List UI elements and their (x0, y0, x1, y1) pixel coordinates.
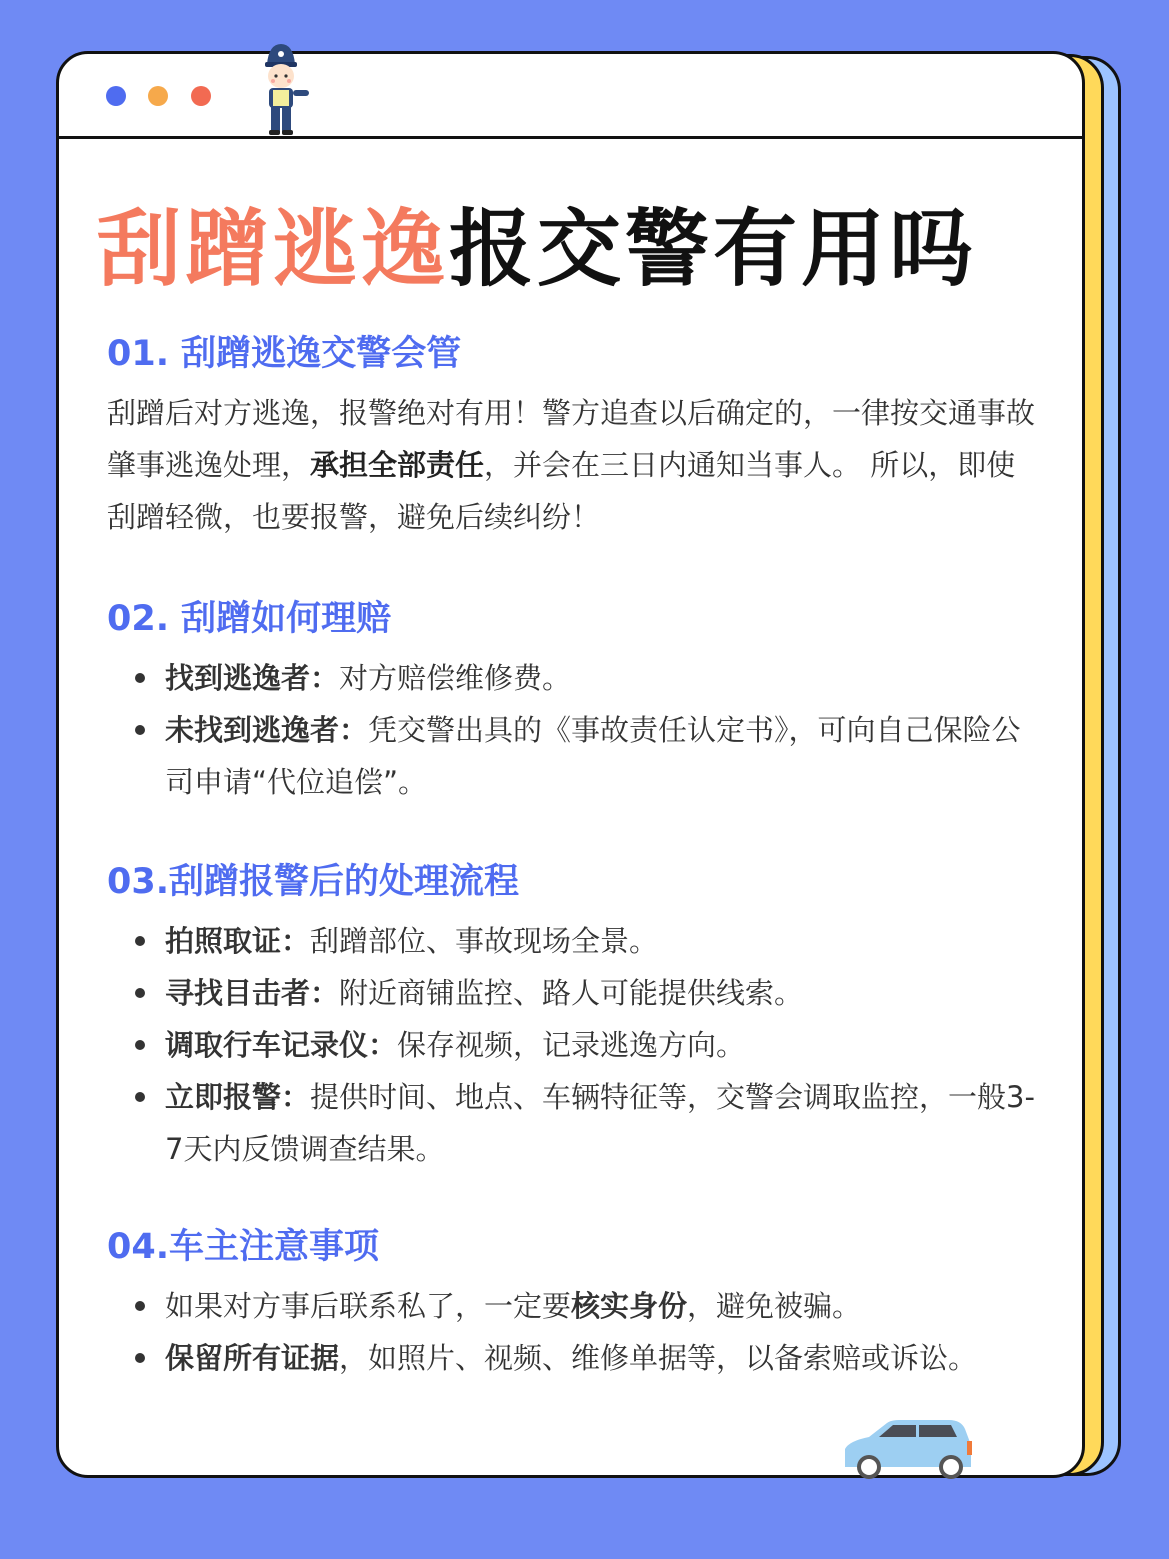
section-1 (107, 329, 1042, 543)
text: 如果对方事后联系私了，一定要 (165, 1289, 572, 1323)
bold-text: 核实身份 (571, 1289, 688, 1323)
bold-text: 未找到逃逸者： (165, 713, 369, 747)
section-paragraph (107, 387, 1042, 543)
bold-text: 调取行车记录仪： (165, 1028, 398, 1062)
bold-text: 保留所有证据 (165, 1341, 340, 1375)
text: ，并会在三日内通知当事人。 所以，即使刮蹭轻微，也要报警，避免后续纠纷！ (107, 448, 1016, 534)
section-4 (107, 1222, 1042, 1384)
window-header (59, 54, 1082, 139)
text: 刮蹭部位、事故现场全景。 (310, 924, 659, 958)
list-item (107, 1019, 1042, 1071)
bullet-list (107, 915, 1042, 1175)
bold-text: 寻找目击者： (165, 976, 340, 1010)
list-item (107, 1071, 1042, 1175)
bold-text: 拍照取证： (165, 924, 311, 958)
window-dot-blue (106, 86, 126, 106)
text: 刮蹭后对方逃逸，报警绝对有用！警方追查以后确定的，一律按交通事故肇事逃逸处理， (107, 396, 1036, 482)
traffic-police-illustration-icon (249, 42, 319, 138)
window-dot-orange (148, 86, 168, 106)
list-item (107, 704, 1042, 808)
bullet-list (107, 652, 1042, 808)
text: 保存视频，记录逃逸方向。 (397, 1028, 746, 1062)
list-item (107, 652, 1042, 704)
title-rest: 报交警有用吗 (449, 200, 978, 298)
window-card (56, 51, 1085, 1478)
page-title (97, 182, 977, 303)
text: 提供时间、地点、车辆特征等，交警会调取监控，一般3-7天内反馈调查结果。 (165, 1080, 1035, 1166)
bullet-list (107, 1280, 1042, 1384)
bold-text: 找到逃逸者： (165, 661, 340, 695)
text: 对方赔偿维修费。 (339, 661, 572, 695)
bold-text: 立即报警： (165, 1080, 311, 1114)
section-heading: 03.刮蹭报警后的处理流程 (107, 862, 520, 902)
car-illustration-icon (839, 1419, 975, 1481)
title-highlight: 刮蹭逃逸 (97, 200, 450, 298)
section-heading: 02. 刮蹭如何理赔 (107, 599, 392, 639)
section-2 (107, 594, 1042, 808)
list-item (107, 967, 1042, 1019)
window-dot-red (191, 86, 211, 106)
list-item (107, 1280, 1042, 1332)
section-heading: 04.车主注意事项 (107, 1227, 380, 1267)
list-item (107, 915, 1042, 967)
text: ，避免被骗。 (687, 1289, 862, 1323)
section-3 (107, 857, 1042, 1175)
text: ，如照片、视频、维修单据等，以备索赔或诉讼。 (339, 1341, 978, 1375)
bold-text: 承担全部责任 (310, 448, 485, 482)
list-item (107, 1332, 1042, 1384)
section-heading: 01. 刮蹭逃逸交警会管 (107, 334, 462, 374)
text: 凭交警出具的《事故责任认定书》，可向自己保险公司申请“代位追偿”。 (165, 713, 1021, 799)
text: 附近商铺监控、路人可能提供线索。 (339, 976, 804, 1010)
